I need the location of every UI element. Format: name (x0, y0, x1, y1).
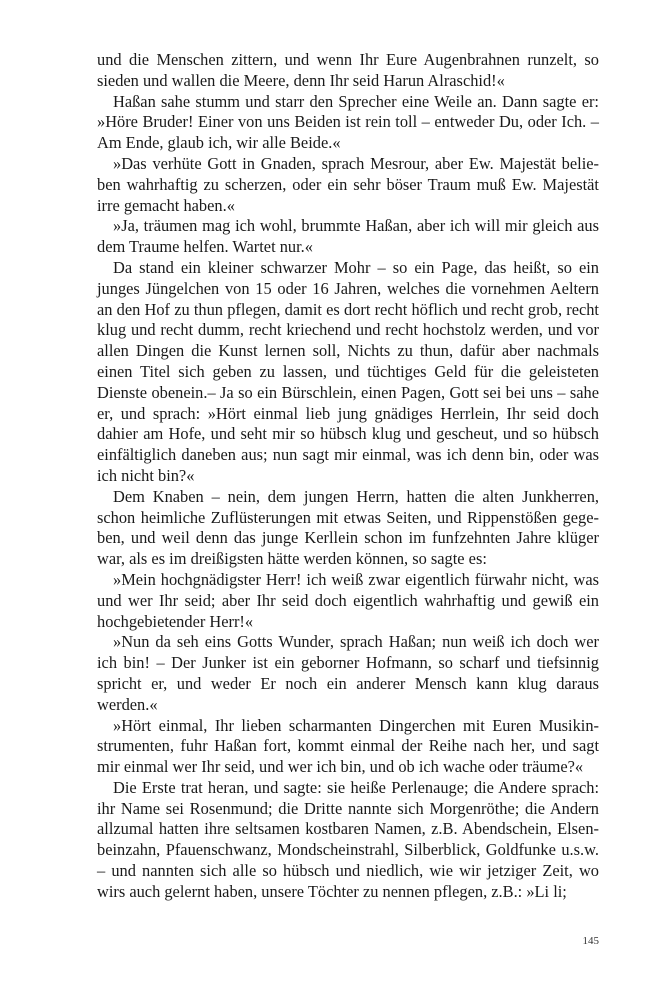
page-number: 145 (582, 935, 599, 947)
paragraph: »Mein hochgnädigster Herr! ich weiß zwar eigentlich fürwahr nicht, was und wer Ihr seid; aber Ihr seid doch eigentlich wahrhaftig und gewiß ein hochgebietender Herr!« (97, 569, 599, 631)
paragraph: Haßan sahe stumm und starr den Sprecher eine Weile an. Dann sagte er: »Höre Bruder! Einer von uns Beiden ist rein toll – entweder Du, oder Ich. – Am Ende, glaub ich, wir alle Beide.« (97, 91, 599, 153)
paragraph: Die Erste trat heran, und sagte: sie heiße Perlenauge; die Andere sprach: ihr Name sei Rosenmund; die Dritte nannte sich Morgenröthe; die Andern allzumal hatten ihre seltsamen kostbaren Namen, z.B. Abendschein, Elsenbeinzahn, Pfauenschwanz, Mondscheinstrahl, Silberblick, Goldfunke u.s.w. – und nannten sich alle so hübsch und niedlich, wie wir jetziger Zeit, wo wirs auch gelernt haben, unsere Töchter zu nennen pflegen, z.B.: »Li li; (97, 777, 599, 901)
paragraph: Da stand ein kleiner schwarzer Mohr – so ein Page, das heißt, so ein junges Jüngelchen von 15 oder 16 Jahren, welches die vornehmen Aeltern an den Hof zu thun pflegen, damit es dort recht höflich und recht grob, recht klug und recht dumm, recht kriechend und recht hochstolz werden, und vor allen Dingen die Kunst lernen soll, Nichts zu thun, dafür aber nachmals einen Titel sich geben zu lassen, und tüchtiges Geld für die geleisteten Dienste obenein.– Ja so ein Bürschlein, einen Pagen, Gott sei bei uns – sahe er, und sprach: »Hört einmal lieb jung gnädiges Herrlein, Ihr seid doch dahier am Hofe, und seht mir so hübsch klug und gescheut, und so hübsch einfältiglich daneben aus; nun sagt mir einmal, was ich denn bin, oder was ich nicht bin?« (97, 257, 599, 485)
paragraph: und die Menschen zittern, und wenn Ihr Eure Augenbrahnen runzelt, so sieden und wallen die Meere, denn Ihr seid Harun Alraschid!« (97, 50, 599, 90)
paragraph: »Hört einmal, Ihr lieben scharmanten Dingerchen mit Euren Musikinstrumenten, fuhr Haßan fort, kommt einmal der Reihe nach her, und sagt mir einmal wer Ihr seid, und wer ich bin, und ob ich wache oder träume?« (97, 715, 599, 777)
body-text (97, 50, 599, 903)
paragraph: »Nun da seh eins Gotts Wunder, sprach Haßan; nun weiß ich doch wer ich bin! – Der Junker ist ein geborner Hofmann, so scharf und tiefsinnig spricht er, und weder Er noch ein anderer Mensch kann klug daraus werden.« (97, 632, 599, 714)
paragraph: »Ja, träumen mag ich wohl, brummte Haßan, aber ich will mir gleich aus dem Traume helfen. Wartet nur.« (97, 216, 599, 257)
paragraph: »Das verhüte Gott in Gnaden, sprach Mesrour, aber Ew. Majestät belieben wahrhaftig zu scherzen, oder ein sehr böser Traum muß Ew. Majestät irre gemacht haben.« (97, 153, 599, 215)
paragraph: Dem Knaben – nein, dem jungen Herrn, hatten die alten Junkherren, schon heimliche Zuflüsterungen mit etwas Seiten, und Rippenstößen gegeben, und weil denn das junge Kerllein schon im funfzehnten Jahre klüger war, als es im dreißigsten hätte werden können, so sagte es: (97, 486, 599, 569)
